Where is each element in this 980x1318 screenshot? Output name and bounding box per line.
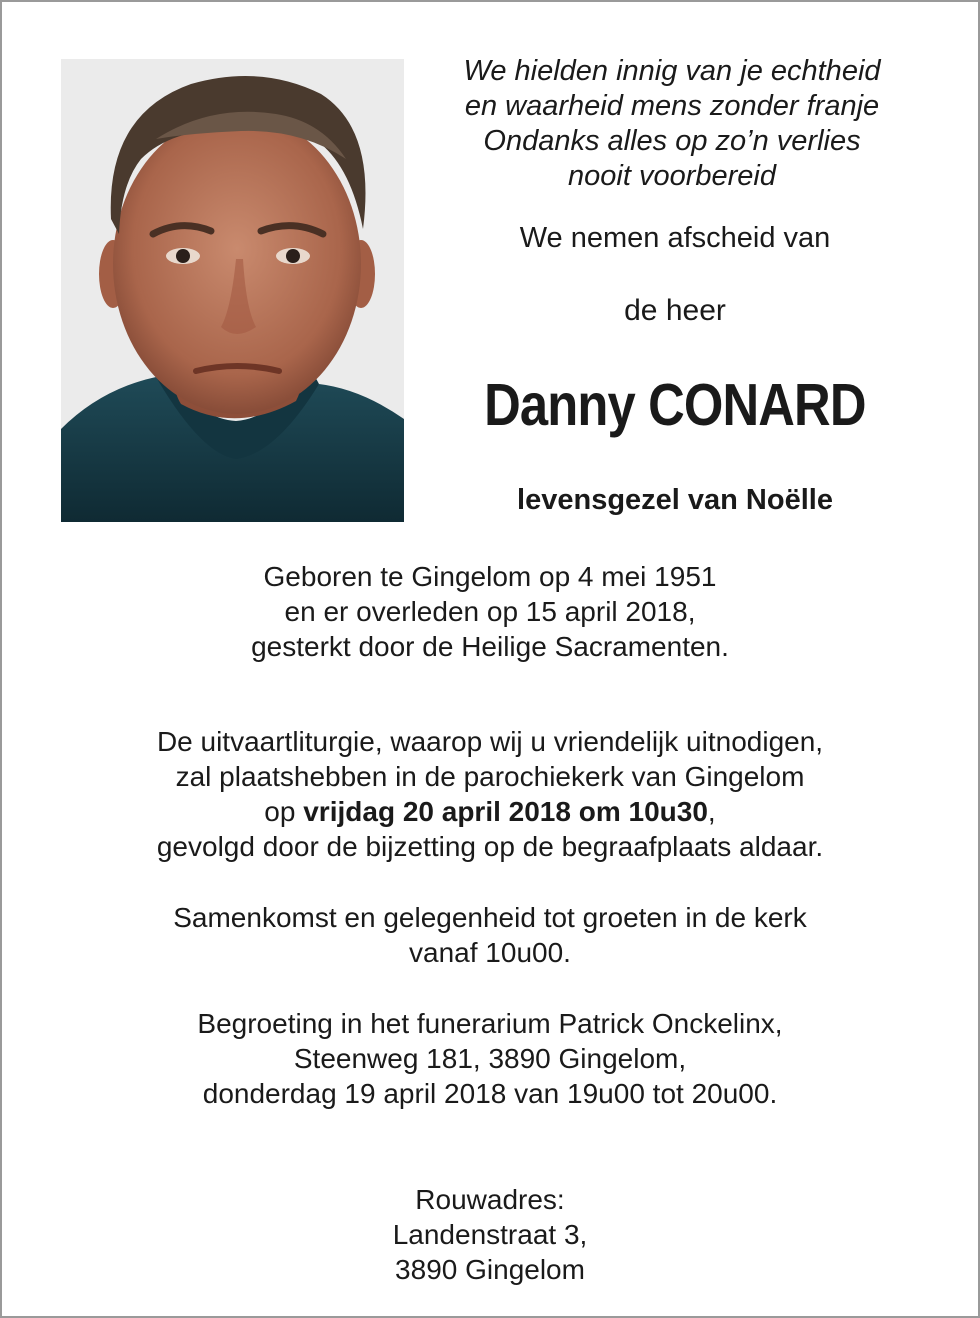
gathering-info	[62, 900, 918, 970]
info-line: gesterkt door de Heilige Sacramenten.	[251, 631, 729, 662]
deceased-name: Danny CONARD	[484, 372, 866, 438]
visitation-info	[62, 1006, 918, 1111]
address-line: Landenstraat 3,	[392, 1219, 588, 1250]
poem-line: We hielden innig van je echtheid	[463, 55, 881, 87]
address-label: Rouwadres:	[415, 1184, 565, 1215]
date-suffix: ,	[707, 796, 716, 827]
funeral-date-line	[62, 794, 918, 829]
mourning-address	[62, 1182, 918, 1287]
info-line: Geboren te Gingelom op 4 mei 1951	[263, 561, 717, 592]
birth-death-info	[62, 559, 918, 664]
honorific: de heer	[624, 294, 726, 327]
info-line: Steenweg 181, 3890 Gingelom,	[293, 1043, 687, 1074]
poem-line: nooit voorbereid	[568, 160, 776, 192]
info-line: Begroeting in het funerarium Patrick Onckelinx,	[197, 1008, 783, 1039]
info-line: gevolgd door de bijzetting op de begraafplaats aldaar.	[156, 831, 824, 862]
funeral-liturgy	[62, 724, 918, 864]
poem-line: Ondanks alles op zo’n verlies	[483, 125, 861, 157]
farewell-intro: We nemen afscheid van	[519, 222, 831, 254]
portrait-photo	[61, 59, 404, 522]
funeral-date: vrijdag 20 april 2018 om 10u30	[303, 796, 708, 827]
info-line: vanaf 10u00.	[409, 937, 571, 968]
poem-line: en waarheid mens zonder franje	[464, 90, 880, 122]
info-line: Samenkomst en gelegenheid tot groeten in de kerk	[173, 902, 807, 933]
poem	[432, 54, 912, 194]
date-prefix: op	[264, 796, 296, 827]
info-line: en er overleden op 15 april 2018,	[284, 596, 696, 627]
info-line: donderdag 19 april 2018 van 19u00 tot 20u00.	[202, 1078, 778, 1109]
address-line: 3890 Gingelom	[395, 1254, 585, 1285]
info-line: zal plaatshebben in de parochiekerk van Gingelom	[175, 761, 805, 792]
info-line: De uitvaartliturgie, waarop wij u vriendelijk uitnodigen,	[156, 726, 824, 757]
partner-line: levensgezel van Noëlle	[517, 484, 833, 516]
